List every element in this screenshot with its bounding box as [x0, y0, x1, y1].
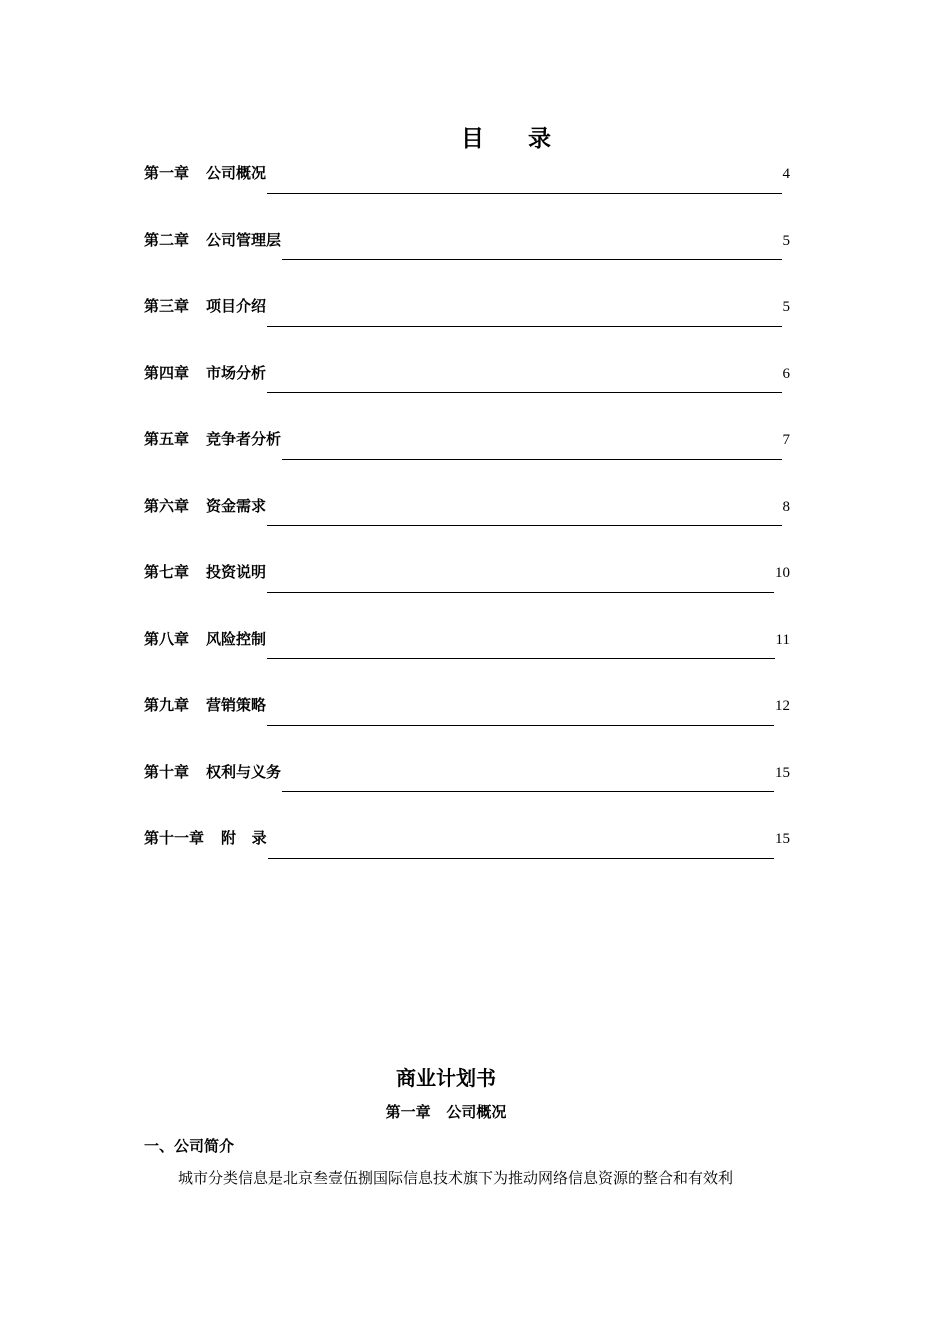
- chapter-heading: 第一章 公司概况: [385, 1103, 507, 1121]
- toc-chapter-name: 营销策略: [206, 696, 267, 714]
- toc-chapter-name: 权利与义务: [206, 762, 282, 781]
- toc-chapter-number: 第九章: [144, 696, 190, 714]
- toc-leader-line: [282, 459, 781, 460]
- toc-title: 目 录: [460, 126, 569, 152]
- toc-chapter-name: 竞争者分析: [206, 430, 282, 448]
- toc-entry[interactable]: [144, 295, 790, 362]
- toc-chapter-number: 第十章: [144, 762, 190, 781]
- toc-leader-line: [267, 392, 781, 393]
- toc-page-number: 4: [782, 166, 790, 182]
- toc-chapter-number: 第一章: [144, 164, 190, 182]
- toc-page-number: 5: [782, 299, 790, 315]
- toc-leader-line: [267, 592, 774, 593]
- toc-leader-line: [267, 193, 781, 194]
- toc-page-number: 15: [775, 831, 790, 847]
- toc-leader-line: [282, 259, 781, 260]
- toc-page-number: 8: [782, 498, 790, 515]
- toc-leader-line: [267, 725, 774, 726]
- toc-chapter-name: 公司管理层: [206, 230, 282, 249]
- toc-chapter-name: 项目介绍: [206, 297, 267, 315]
- toc-entry[interactable]: [144, 561, 790, 628]
- toc-chapter-name: 投资说明: [206, 563, 267, 581]
- toc-entry[interactable]: [144, 428, 790, 495]
- toc-page-number: 6: [782, 365, 790, 382]
- toc-chapter-number: 第十一章: [144, 829, 205, 847]
- toc-chapter-name: 附 录: [221, 829, 267, 847]
- toc-leader-line: [282, 791, 774, 792]
- toc-entry[interactable]: [144, 628, 790, 695]
- toc-entry[interactable]: [144, 162, 790, 229]
- toc-page-number: 7: [782, 432, 790, 448]
- toc-leader-line: [267, 326, 781, 327]
- toc-chapter-number: 第七章: [144, 563, 190, 581]
- toc-entry[interactable]: [144, 229, 790, 296]
- toc-leader-line: [268, 858, 774, 859]
- toc-chapter-number: 第三章: [144, 297, 190, 315]
- toc-page-number: 12: [775, 698, 790, 714]
- toc-chapter-number: 第二章: [144, 230, 190, 249]
- toc-entry[interactable]: [144, 694, 790, 761]
- toc-entry[interactable]: [144, 495, 790, 562]
- toc-chapter-number: 第八章: [144, 629, 190, 648]
- toc-chapter-number: 第四章: [144, 363, 190, 382]
- toc-page-number: 5: [782, 232, 790, 249]
- toc-page-number: 15: [775, 764, 790, 781]
- toc-page-number: 10: [775, 565, 790, 581]
- toc-chapter-name: 风险控制: [206, 629, 267, 648]
- toc-chapter-number: 第六章: [144, 496, 190, 515]
- document-title: 商业计划书: [396, 1066, 496, 1090]
- toc-chapter-name: 资金需求: [206, 496, 267, 515]
- toc-leader-line: [267, 525, 781, 526]
- toc-page-number: 11: [775, 631, 790, 648]
- toc-leader-line: [267, 658, 775, 659]
- toc-chapter-number: 第五章: [144, 430, 190, 448]
- section-heading: 一、公司简介: [144, 1137, 235, 1155]
- toc-entry[interactable]: [144, 362, 790, 429]
- toc-chapter-name: 公司概况: [206, 164, 267, 182]
- toc-entry[interactable]: [144, 761, 790, 828]
- table-of-contents: [144, 162, 790, 894]
- toc-entry[interactable]: [144, 827, 790, 894]
- body-paragraph: 城市分类信息是北京叁壹伍捌国际信息技术旗下为推动网络信息资源的整合和有效利: [178, 1169, 734, 1187]
- toc-chapter-name: 市场分析: [206, 363, 267, 382]
